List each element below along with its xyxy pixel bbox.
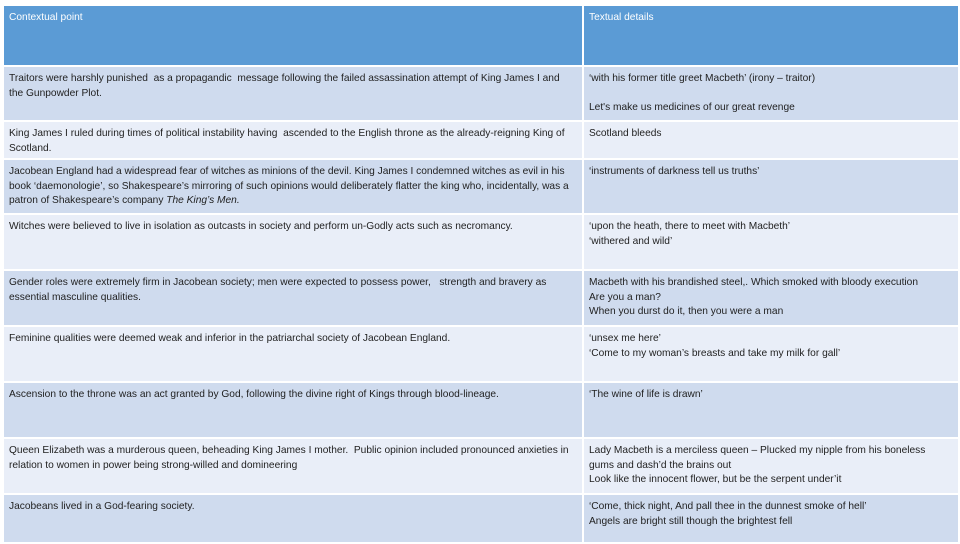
table-row (3, 214, 959, 270)
details-cell (583, 121, 959, 159)
context-table (2, 4, 960, 544)
context-cell (3, 438, 583, 494)
details-cell (583, 270, 959, 326)
context-text: Jacobean England had a widespread fear of witches as minions of the devil. King James I condemned witches as evil in his book ‘daemonologie’, so Shakespeare’s mirroring of such opinions would deliberately flatter the king who, incidentally, was a patron of Shakespeare’s company (9, 166, 569, 207)
table-row (3, 159, 959, 214)
table-row (3, 382, 959, 438)
quote-line: Are you a man? (589, 291, 661, 303)
context-text: Ascension to the throne was an act granted by God, following the divine right of Kings through blood-lineage. (9, 389, 499, 401)
quote-line: ‘Come to my woman’s breasts and take my milk for gall’ (589, 347, 841, 359)
context-cell (3, 382, 583, 438)
table-row (3, 66, 959, 121)
details-cell (583, 214, 959, 270)
quote-line: ‘withered and wild’ (589, 235, 673, 247)
quote-line: ‘with his former title greet Macbeth’ (irony – traitor) (589, 73, 816, 84)
table-header-row (3, 5, 959, 66)
details-cell (583, 382, 959, 438)
header-contextual-point: Contextual point (3, 5, 583, 66)
context-text: Feminine qualities were deemed weak and inferior in the patriarchal society of Jacobean England. (9, 333, 451, 345)
context-cell (3, 121, 583, 159)
quote-line: Scotland bleeds (589, 128, 662, 139)
company-name: The King’s Men. (166, 195, 240, 207)
context-text: King James I ruled during times of political instability having ascended to the English throne as the already-reigning King of Scotland. (9, 128, 568, 154)
context-text: Gender roles were extremely firm in Jacobean society; men were expected to possess power, strength and bravery as essential masculine qualities. (9, 277, 550, 303)
context-cell (3, 494, 583, 543)
blank-line (589, 87, 952, 101)
quote-line: ‘unsex me here’ (589, 333, 661, 345)
table-row (3, 438, 959, 494)
context-cell (3, 326, 583, 382)
details-cell (583, 159, 959, 214)
details-cell (583, 326, 959, 382)
context-cell (3, 159, 583, 214)
context-cell (3, 214, 583, 270)
table-row (3, 270, 959, 326)
context-text: Witches were believed to live in isolation as outcasts in society and perform un-Godly acts such as necromancy. (9, 221, 513, 233)
context-cell (3, 66, 583, 121)
quote-line: Macbeth with his brandished steel,. Which smoked with bloody execution (589, 277, 918, 289)
context-text: Queen Elizabeth was a murderous queen, beheading King James I mother. Public opinion included pronounced anxieties in relation to women in power being strong-willed and domineering (9, 445, 572, 471)
quote-line: ‘instruments of darkness tell us truths’ (589, 166, 760, 178)
quote-line: Angels are bright still though the brightest fell (589, 515, 793, 527)
table-row (3, 326, 959, 382)
details-cell (583, 66, 959, 121)
table-row (3, 494, 959, 543)
context-text: Jacobeans lived in a God-fearing society. (9, 501, 195, 513)
header-textual-details: Textual details (583, 5, 959, 66)
quote-line: Let's make us medicines of our great revenge (589, 101, 795, 113)
context-cell (3, 270, 583, 326)
quote-line: When you durst do it, then you were a man (589, 306, 784, 318)
table-row (3, 121, 959, 159)
quote-line: ‘Come, thick night, And pall thee in the dunnest smoke of hell’ (589, 501, 867, 513)
quote-line: ‘upon the heath, there to meet with Macbeth’ (589, 221, 791, 233)
details-cell (583, 438, 959, 494)
quote-line: Lady Macbeth is a merciless queen – Plucked my nipple from his boneless gums and dash’d the brains out (589, 445, 929, 471)
details-cell (583, 494, 959, 543)
quote-line: ‘The wine of life is drawn’ (589, 389, 703, 401)
context-text: Traitors were harshly punished as a propagandic message following the failed assassination attempt of King James I and the Gunpowder Plot. (9, 73, 563, 99)
quote-line: Look like the innocent flower, but be the serpent under’it (589, 474, 842, 486)
